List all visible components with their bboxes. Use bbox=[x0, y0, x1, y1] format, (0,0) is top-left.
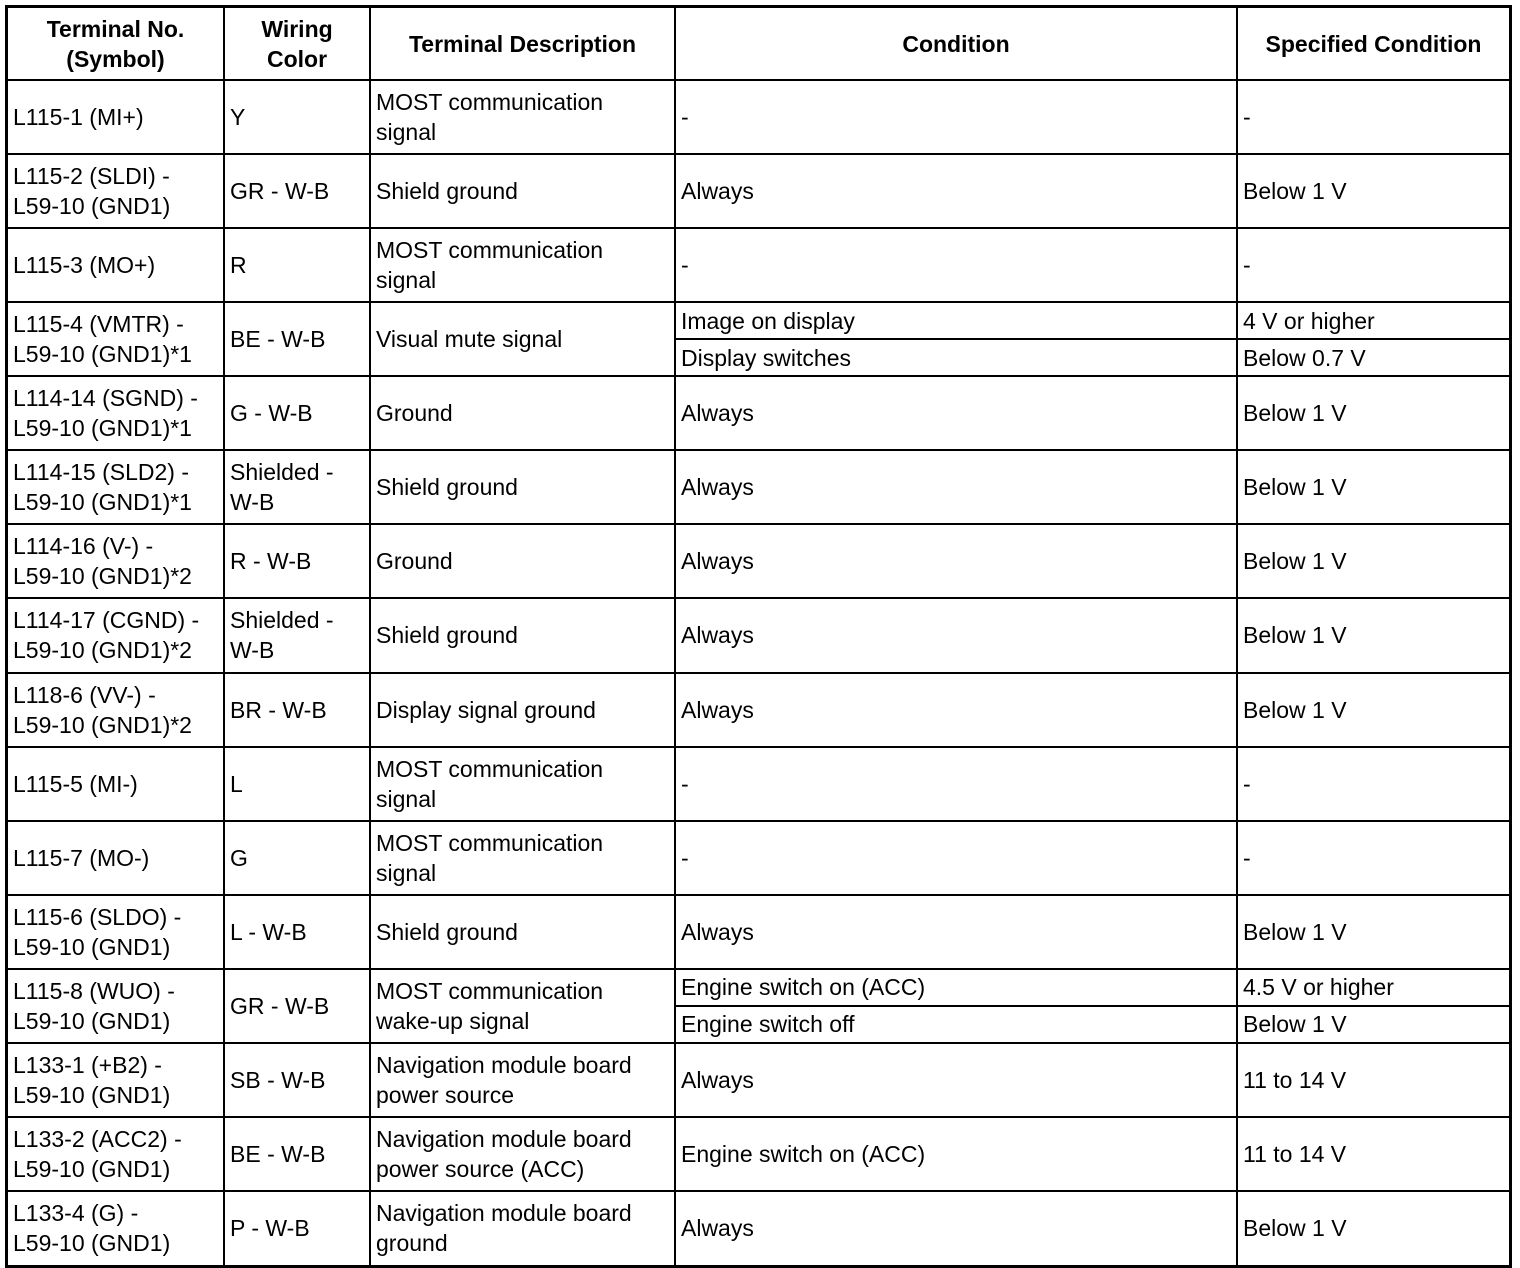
header-row bbox=[8, 8, 1509, 80]
wiring-color-cell: L - W-B bbox=[224, 895, 370, 969]
description-cell: Shield ground bbox=[370, 450, 675, 524]
terminal-cell: L114-14 (SGND) - L59-10 (GND1)*1 bbox=[8, 376, 224, 450]
terminal-cell: L115-1 (MI+) bbox=[8, 80, 224, 154]
terminal-cell: L133-1 (+B2) - L59-10 (GND1) bbox=[8, 1043, 224, 1117]
specified-condition-cell: 11 to 14 V bbox=[1237, 1043, 1509, 1117]
terminal-spec-table bbox=[8, 8, 1509, 1265]
condition-cell: Engine switch on (ACC) bbox=[675, 969, 1237, 1006]
table-row bbox=[8, 154, 1509, 228]
description-cell: MOST communication wake-up signal bbox=[370, 969, 675, 1043]
specified-condition-cell: - bbox=[1237, 821, 1509, 895]
wiring-color-cell: G - W-B bbox=[224, 376, 370, 450]
specified-condition-cell: - bbox=[1237, 80, 1509, 154]
specified-condition-cell: - bbox=[1237, 747, 1509, 821]
description-cell: Navigation module board power source bbox=[370, 1043, 675, 1117]
table-row bbox=[8, 1191, 1509, 1265]
condition-cell: Always bbox=[675, 154, 1237, 228]
wiring-color-cell: GR - W-B bbox=[224, 154, 370, 228]
table-row bbox=[8, 228, 1509, 302]
terminal-cell: L114-15 (SLD2) - L59-10 (GND1)*1 bbox=[8, 450, 224, 524]
specified-condition-cell: Below 1 V bbox=[1237, 673, 1509, 747]
specified-condition-cell: Below 1 V bbox=[1237, 450, 1509, 524]
wiring-color-cell: R - W-B bbox=[224, 524, 370, 598]
table-row bbox=[8, 1117, 1509, 1191]
description-cell: Shield ground bbox=[370, 895, 675, 969]
condition-cell: Always bbox=[675, 450, 1237, 524]
specified-condition-cell: - bbox=[1237, 228, 1509, 302]
condition-cell: Always bbox=[675, 895, 1237, 969]
specified-condition-cell: Below 1 V bbox=[1237, 895, 1509, 969]
wiring-color-cell: SB - W-B bbox=[224, 1043, 370, 1117]
table-row bbox=[8, 80, 1509, 154]
table-row bbox=[8, 895, 1509, 969]
description-cell: Navigation module board ground bbox=[370, 1191, 675, 1265]
specified-condition-cell: Below 1 V bbox=[1237, 1191, 1509, 1265]
table-row bbox=[8, 524, 1509, 598]
header-wiring-color: Wiring Color bbox=[224, 8, 370, 80]
condition-cell: Always bbox=[675, 598, 1237, 672]
wiring-color-cell: Shielded - W-B bbox=[224, 450, 370, 524]
description-cell: Ground bbox=[370, 524, 675, 598]
specified-condition-cell: Below 1 V bbox=[1237, 154, 1509, 228]
wiring-color-cell: L bbox=[224, 747, 370, 821]
condition-cell: Always bbox=[675, 376, 1237, 450]
condition-cell: Image on display bbox=[675, 302, 1237, 339]
terminal-cell: L115-4 (VMTR) - L59-10 (GND1)*1 bbox=[8, 302, 224, 376]
description-cell: Shield ground bbox=[370, 154, 675, 228]
terminal-cell: L115-3 (MO+) bbox=[8, 228, 224, 302]
specified-condition-cell: Below 0.7 V bbox=[1237, 339, 1509, 376]
terminal-spec-table-frame bbox=[5, 5, 1512, 1268]
table-row bbox=[8, 821, 1509, 895]
description-cell: MOST communication signal bbox=[370, 228, 675, 302]
terminal-cell: L118-6 (VV-) - L59-10 (GND1)*2 bbox=[8, 673, 224, 747]
terminal-cell: L115-2 (SLDI) - L59-10 (GND1) bbox=[8, 154, 224, 228]
description-cell: Navigation module board power source (ACC) bbox=[370, 1117, 675, 1191]
description-cell: Display signal ground bbox=[370, 673, 675, 747]
condition-cell: - bbox=[675, 821, 1237, 895]
description-cell: MOST communication signal bbox=[370, 821, 675, 895]
condition-cell: Always bbox=[675, 673, 1237, 747]
terminal-cell: L115-6 (SLDO) - L59-10 (GND1) bbox=[8, 895, 224, 969]
condition-cell: Always bbox=[675, 1043, 1237, 1117]
table-row bbox=[8, 598, 1509, 672]
description-cell: Visual mute signal bbox=[370, 302, 675, 376]
specified-condition-cell: Below 1 V bbox=[1237, 376, 1509, 450]
wiring-color-cell: BE - W-B bbox=[224, 302, 370, 376]
terminal-cell: L133-4 (G) - L59-10 (GND1) bbox=[8, 1191, 224, 1265]
table-row bbox=[8, 302, 1509, 339]
condition-cell: Engine switch on (ACC) bbox=[675, 1117, 1237, 1191]
condition-cell: Display switches bbox=[675, 339, 1237, 376]
table-row bbox=[8, 969, 1509, 1006]
table-row bbox=[8, 747, 1509, 821]
table-row bbox=[8, 376, 1509, 450]
wiring-color-cell: G bbox=[224, 821, 370, 895]
terminal-cell: L114-16 (V-) - L59-10 (GND1)*2 bbox=[8, 524, 224, 598]
condition-cell: Engine switch off bbox=[675, 1006, 1237, 1043]
specified-condition-cell: 11 to 14 V bbox=[1237, 1117, 1509, 1191]
wiring-color-cell: P - W-B bbox=[224, 1191, 370, 1265]
description-cell: Ground bbox=[370, 376, 675, 450]
specified-condition-cell: Below 1 V bbox=[1237, 1006, 1509, 1043]
specified-condition-cell: 4.5 V or higher bbox=[1237, 969, 1509, 1006]
description-cell: Shield ground bbox=[370, 598, 675, 672]
specified-condition-cell: Below 1 V bbox=[1237, 524, 1509, 598]
header-terminal: Terminal No. (Symbol) bbox=[8, 8, 224, 80]
wiring-color-cell: Y bbox=[224, 80, 370, 154]
table-body bbox=[8, 80, 1509, 1265]
terminal-cell: L115-7 (MO-) bbox=[8, 821, 224, 895]
condition-cell: - bbox=[675, 228, 1237, 302]
specified-condition-cell: Below 1 V bbox=[1237, 598, 1509, 672]
wiring-color-cell: R bbox=[224, 228, 370, 302]
specified-condition-cell: 4 V or higher bbox=[1237, 302, 1509, 339]
description-cell: MOST communication signal bbox=[370, 747, 675, 821]
header-condition: Condition bbox=[675, 8, 1237, 80]
terminal-cell: L114-17 (CGND) - L59-10 (GND1)*2 bbox=[8, 598, 224, 672]
table-row bbox=[8, 450, 1509, 524]
condition-cell: - bbox=[675, 80, 1237, 154]
terminal-cell: L115-8 (WUO) - L59-10 (GND1) bbox=[8, 969, 224, 1043]
condition-cell: - bbox=[675, 747, 1237, 821]
header-specified-condition: Specified Condition bbox=[1237, 8, 1509, 80]
table-row bbox=[8, 673, 1509, 747]
wiring-color-cell: GR - W-B bbox=[224, 969, 370, 1043]
condition-cell: Always bbox=[675, 524, 1237, 598]
wiring-color-cell: Shielded - W-B bbox=[224, 598, 370, 672]
header-terminal-description: Terminal Description bbox=[370, 8, 675, 80]
table-row bbox=[8, 1043, 1509, 1117]
wiring-color-cell: BR - W-B bbox=[224, 673, 370, 747]
terminal-cell: L115-5 (MI-) bbox=[8, 747, 224, 821]
wiring-color-cell: BE - W-B bbox=[224, 1117, 370, 1191]
condition-cell: Always bbox=[675, 1191, 1237, 1265]
terminal-cell: L133-2 (ACC2) - L59-10 (GND1) bbox=[8, 1117, 224, 1191]
description-cell: MOST communication signal bbox=[370, 80, 675, 154]
